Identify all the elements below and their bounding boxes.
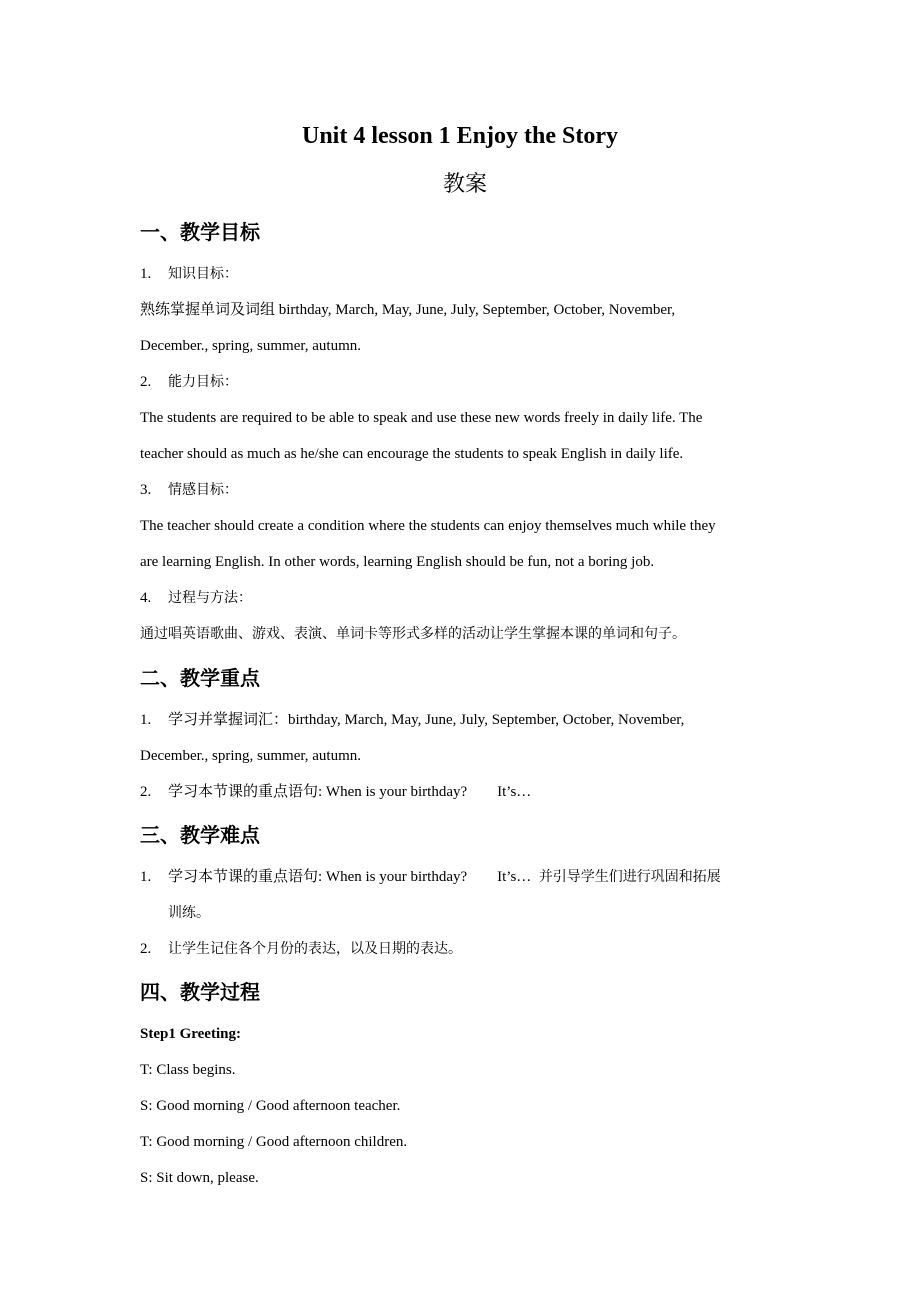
list-label-knowledge: 知识目标： — [168, 266, 238, 282]
list-item-text: 学习并掌握词汇：birthday, March, May, June, July, September, October, November, — [168, 712, 685, 728]
dialogue-line: S: Good morning / Good afternoon teacher. — [140, 1098, 401, 1114]
step-title: Step1 Greeting: — [140, 1026, 241, 1042]
dialogue-line: S: Sit down, please. — [140, 1170, 259, 1186]
paragraph-line: The students are required to be able to speak and use these new words freely in daily life. The — [140, 410, 703, 426]
answer-text: It’s… — [497, 869, 532, 885]
list-number: 4. — [140, 590, 152, 606]
list-number: 2. — [140, 941, 152, 957]
question-text: 学习本节课的重点语句: When is your birthday? — [168, 869, 468, 885]
paragraph-line: 通过唱英语歌曲、游戏、表演、单词卡等形式多样的活动让学生掌握本课的单词和句子。 — [140, 626, 686, 642]
paragraph-line: 熟练掌握单词及词组 birthday, March, May, June, July, September, October, November, — [140, 302, 676, 318]
question-text: 学习本节课的重点语句: When is your birthday? — [168, 784, 468, 800]
paragraph-line: December., spring, summer, autumn. — [140, 338, 362, 354]
list-label-process: 过程与方法： — [168, 590, 252, 606]
list-item-text — [168, 867, 721, 887]
list-number: 1. — [140, 869, 152, 885]
document-title: Unit 4 lesson 1 Enjoy the Story — [301, 123, 619, 149]
list-item-text: 让学生记住各个月份的表达，以及日期的表达。 — [168, 941, 462, 957]
paragraph-line: The teacher should create a condition where the students can enjoy themselves much while they — [140, 518, 716, 534]
section-heading-key-points: 二、教学重点 — [140, 666, 260, 690]
list-item-text — [168, 782, 531, 802]
list-number: 1. — [140, 712, 152, 728]
dialogue-line: T: Good morning / Good afternoon children. — [140, 1134, 408, 1150]
document-subtitle: 教案 — [442, 172, 487, 197]
list-number: 2. — [140, 374, 152, 390]
answer-text: It’s… — [497, 784, 532, 800]
section-heading-process: 四、教学过程 — [140, 980, 260, 1004]
list-number: 3. — [140, 482, 152, 498]
section-heading-difficulties: 三、教学难点 — [140, 823, 260, 847]
list-item-continuation: 训练。 — [168, 905, 210, 921]
paragraph-line: are learning English. In other words, learning English should be fun, not a boring job. — [140, 554, 655, 570]
list-label-emotion: 情感目标： — [168, 482, 238, 498]
paragraph-line: teacher should as much as he/she can encourage the students to speak English in daily life. — [140, 446, 684, 462]
list-label-ability: 能力目标： — [168, 374, 238, 390]
list-item-continuation: December., spring, summer, autumn. — [140, 748, 362, 764]
list-item-tail: 并引导学生们进行巩固和拓展 — [538, 869, 721, 885]
dialogue-line: T: Class begins. — [140, 1062, 236, 1078]
list-number: 2. — [140, 784, 152, 800]
list-number: 1. — [140, 266, 152, 282]
section-heading-objectives: 一、教学目标 — [140, 220, 260, 244]
